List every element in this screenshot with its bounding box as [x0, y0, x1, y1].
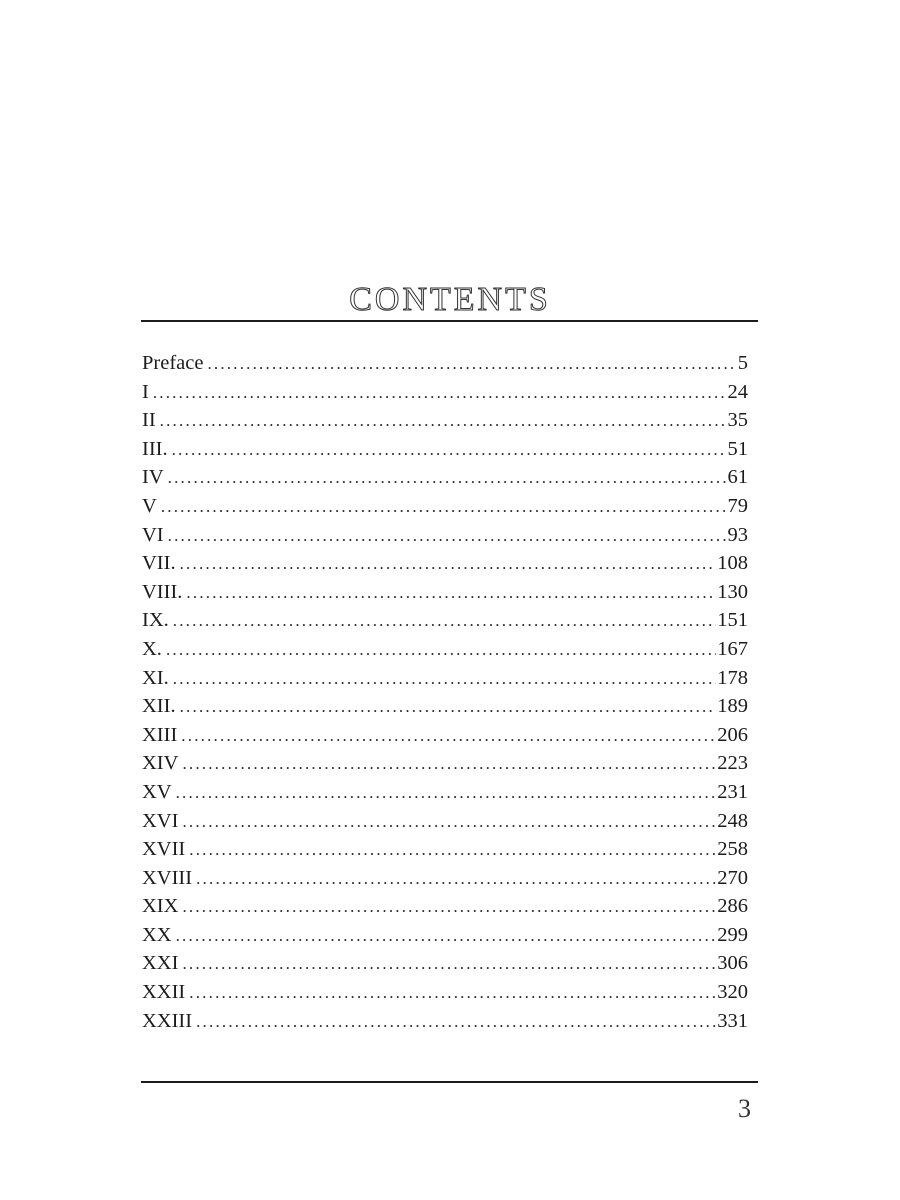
toc-entry-label: XIV: [142, 752, 179, 775]
dot-leader: [189, 979, 716, 1008]
toc-entry: [142, 978, 748, 1007]
toc-entry-label: VII.: [142, 552, 176, 575]
toc-entry-label: XVIII: [142, 866, 193, 889]
toc-entry-page: 93: [727, 523, 748, 546]
toc-entry-label: XXII: [142, 981, 186, 1004]
toc-entry: [142, 521, 748, 550]
toc-entry: [142, 835, 748, 864]
toc-entry-label: XV: [142, 780, 172, 803]
dot-leader: [160, 407, 727, 436]
toc-entry: [142, 435, 748, 464]
toc-entry: [142, 949, 748, 978]
dot-leader: [173, 607, 716, 636]
toc-entry: [142, 492, 748, 521]
toc-entry-page: 178: [717, 666, 748, 689]
dot-leader: [181, 722, 716, 751]
toc-entry: [142, 692, 748, 721]
toc-entry-label: XIII: [142, 723, 178, 746]
dot-leader: [196, 865, 716, 894]
toc-entry-page: 231: [717, 780, 748, 803]
toc-entry-page: 248: [717, 809, 748, 832]
dot-leader: [153, 379, 727, 408]
toc-entry: [142, 463, 748, 492]
bottom-divider: [141, 1081, 758, 1083]
toc-entry: [142, 778, 748, 807]
toc-entry-label: IV: [142, 466, 164, 489]
dot-leader: [166, 636, 716, 665]
toc-entry-label: III.: [142, 437, 168, 460]
dot-leader: [182, 750, 716, 779]
toc-entry: [142, 378, 748, 407]
toc-entry: [142, 606, 748, 635]
toc-entry: [142, 349, 748, 378]
toc-entry: [142, 921, 748, 950]
toc-entry-page: 108: [717, 552, 748, 575]
toc-entry-label: XXIII: [142, 1009, 193, 1032]
toc-entry-label: II: [142, 409, 156, 432]
toc-entry-page: 299: [717, 923, 748, 946]
dot-leader: [168, 522, 727, 551]
toc-entry: [142, 892, 748, 921]
toc-entry-page: 320: [717, 981, 748, 1004]
toc-entry-page: 223: [717, 752, 748, 775]
dot-leader: [182, 950, 716, 979]
toc-entry-label: XXI: [142, 952, 179, 975]
toc-entry-label: VI: [142, 523, 164, 546]
dot-leader: [180, 693, 717, 722]
toc-entry: [142, 1007, 748, 1036]
dot-leader: [182, 808, 716, 837]
table-of-contents: [142, 349, 748, 1035]
toc-entry-label: I: [142, 380, 149, 403]
toc-entry-label: IX.: [142, 609, 169, 632]
dot-leader: [182, 893, 716, 922]
top-divider: [141, 320, 758, 322]
toc-entry-page: 24: [727, 380, 748, 403]
toc-entry: [142, 578, 748, 607]
toc-entry: [142, 635, 748, 664]
toc-entry-label: XVII: [142, 838, 186, 861]
dot-leader: [186, 579, 716, 608]
toc-entry: [142, 807, 748, 836]
toc-entry-page: 270: [717, 866, 748, 889]
dot-leader: [207, 350, 736, 379]
toc-entry-page: 206: [717, 723, 748, 746]
toc-entry-label: XVI: [142, 809, 179, 832]
toc-entry-label: Preface: [142, 352, 204, 374]
toc-entry-label: XIX: [142, 895, 179, 918]
dot-leader: [173, 665, 716, 694]
dot-leader: [168, 464, 727, 493]
toc-entry-page: 35: [727, 409, 748, 432]
toc-entry-page: 151: [717, 609, 748, 632]
dot-leader: [180, 550, 717, 579]
dot-leader: [196, 1008, 716, 1037]
page-title: CONTENTS: [349, 280, 551, 318]
toc-entry: [142, 721, 748, 750]
toc-entry-label: X.: [142, 637, 162, 660]
toc-entry-page: 130: [717, 580, 748, 603]
toc-entry-page: 51: [727, 437, 748, 460]
toc-entry-page: 331: [717, 1009, 748, 1032]
dot-leader: [176, 779, 717, 808]
toc-entry-page: 258: [717, 838, 748, 861]
toc-entry-page: 167: [717, 637, 748, 660]
toc-entry-page: 79: [727, 494, 748, 517]
toc-entry: [142, 749, 748, 778]
toc-entry-label: V: [142, 494, 157, 517]
dot-leader: [189, 836, 716, 865]
toc-entry-page: 306: [717, 952, 748, 975]
toc-entry: [142, 406, 748, 435]
toc-entry-page: 61: [727, 466, 748, 489]
toc-entry-page: 286: [717, 895, 748, 918]
toc-entry: [142, 664, 748, 693]
dot-leader: [176, 922, 717, 951]
toc-entry: [142, 864, 748, 893]
dot-leader: [172, 436, 727, 465]
toc-entry-page: 5: [737, 352, 748, 374]
toc-entry: [142, 549, 748, 578]
toc-entry-page: 189: [717, 695, 748, 718]
dot-leader: [161, 493, 727, 522]
toc-entry-label: XI.: [142, 666, 169, 689]
page-number: 3: [738, 1094, 751, 1123]
toc-entry-label: VIII.: [142, 580, 183, 603]
toc-entry-label: XII.: [142, 695, 176, 718]
toc-entry-label: XX: [142, 923, 172, 946]
